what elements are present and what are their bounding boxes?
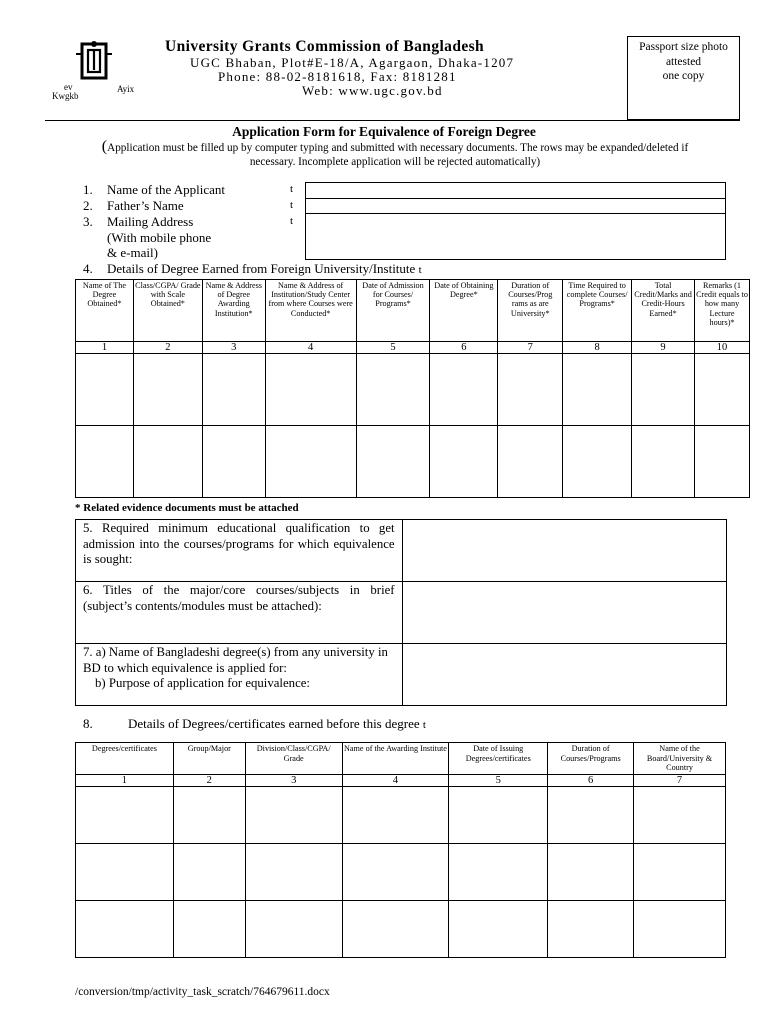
table-cell[interactable] [632,426,695,498]
column-number: 10 [695,342,750,354]
section-8-label [83,716,426,734]
question-7a: 7. a) Name of Bangladeshi degree(s) from any university in BD to which equivalence is applied for: [83,645,388,675]
table-cell[interactable] [563,354,632,426]
table-header-cell: Name of The Degree Obtained* [76,280,134,342]
org-address: UGC Bhaban, Plot#E-18/A, Agargaon, Dhaka-1207 [190,55,515,70]
field-label-text: Mailing Address [107,214,194,229]
column-number: 1 [76,775,174,787]
table-cell[interactable] [173,787,245,844]
table-cell[interactable] [498,354,563,426]
column-number: 8 [563,342,632,354]
org-name: University Grants Commission of Bangladesh [165,38,485,55]
question-cell: 6. Titles of the major/core courses/subjects in brief (subject’s contents/modules must be attached): [76,582,403,644]
column-number: 5 [449,775,548,787]
table-row [76,787,726,844]
org-web: Web: www.ugc.gov.bd [302,83,443,98]
field-number: 8. [83,716,93,731]
table-cell[interactable] [430,354,498,426]
note-text: Application must be filled up by computer typing and submitted with necessary documents. The rows may be expanded/deleted if necessary. Incomplete application will be rejected automatically) [107,142,689,168]
column-number: 1 [76,342,134,354]
table-header-cell: Group/Major [173,743,245,775]
table-header-row [76,743,726,775]
table-row [76,354,750,426]
column-number: 4 [265,342,356,354]
table-cell[interactable] [634,901,726,958]
table-cell[interactable] [265,354,356,426]
table-row [76,426,750,498]
table-header-cell: Name & Address of Institution/Study Center from where Courses were Conducted* [265,280,356,342]
table-cell[interactable] [202,426,265,498]
form-title: Application Form for Equivalence of Foreign Degree [232,124,536,139]
photo-box-line-2: attested [665,55,702,68]
applicant-name-field[interactable] [305,182,726,199]
table-cell[interactable] [563,426,632,498]
column-number: 6 [548,775,634,787]
field-number: 1. [83,182,93,197]
table-cell[interactable] [76,844,174,901]
question-7b: b) Purpose of application for equivalence: [95,676,310,690]
form-instructions [95,140,695,169]
table-header-cell: Duration of Courses/Programs [548,743,634,775]
table-cell[interactable] [342,787,449,844]
column-number: 7 [498,342,563,354]
table-header-cell: Date of Admission for Courses/ Programs* [356,280,430,342]
field-label-text: Details of Degrees/certificates earned before this degree [128,716,420,731]
table-cell[interactable] [449,901,548,958]
column-number: 3 [202,342,265,354]
table-row [76,644,727,706]
question-cell [76,644,403,706]
table-row [76,520,727,582]
table-header-cell: Date of Issuing Degrees/certificates [449,743,548,775]
mailing-address-field[interactable] [305,213,726,260]
foreign-degree-table [75,279,750,498]
table-number-row [76,342,750,354]
table-header-cell: Degrees/certificates [76,743,174,775]
table-cell[interactable] [498,426,563,498]
table-cell[interactable] [76,787,174,844]
column-number: 3 [245,775,342,787]
field-number: 2. [83,198,93,213]
table-header-row [76,280,750,342]
field-mailing-address-label [83,214,193,230]
table-cell[interactable] [548,787,634,844]
table-cell[interactable] [634,844,726,901]
table-cell[interactable] [133,354,202,426]
table-cell[interactable] [695,426,750,498]
field-label-text: Details of Degree Earned from Foreign University/Institute [107,261,416,276]
field-mailing-sub-2: & e-mail) [107,245,158,260]
table-row [76,844,726,901]
table-header-cell: Date of Obtaining Degree* [430,280,498,342]
answer-cell[interactable] [402,582,726,644]
table-header-cell: Name of the Awarding Institute [342,743,449,775]
photo-box-line-3: one copy [662,70,705,82]
answer-cell[interactable] [402,644,726,706]
t-mark: t [290,183,294,195]
field-number: 4. [83,261,93,276]
answer-cell[interactable] [402,520,726,582]
table-cell[interactable] [76,354,134,426]
table-row [76,901,726,958]
table-cell[interactable] [342,844,449,901]
t-mark: t [422,719,426,731]
org-phone: Phone: 88-02-8181618, Fax: 8181281 [218,69,457,84]
previous-degrees-table [75,742,726,958]
table-cell[interactable] [449,787,548,844]
table-header-cell: Name of the Board/University & Country [634,743,726,775]
column-number: 2 [133,342,202,354]
table-cell[interactable] [202,354,265,426]
evidence-note: * Related evidence documents must be attached [75,502,299,514]
field-applicant-name-label [83,182,225,198]
field-degree-details-label [83,261,422,279]
t-mark: t [290,199,294,211]
table-cell[interactable] [356,354,430,426]
table-cell[interactable] [133,426,202,498]
table-cell[interactable] [265,426,356,498]
table-cell[interactable] [342,901,449,958]
table-cell[interactable] [634,787,726,844]
table-cell[interactable] [548,844,634,901]
logo-caption-right: Ayix [117,84,135,94]
field-mailing-sub-1: (With mobile phone [107,230,212,245]
father-name-field[interactable] [305,198,726,214]
t-mark: t [290,215,294,227]
table-header-cell: Remarks (1 Credit equals to how many Lecture hours)* [695,280,750,342]
header-divider [45,120,740,121]
table-header-cell: Total Credit/Marks and Credit-Hours Earned* [632,280,695,342]
passport-photo-box [627,36,740,120]
table-cell[interactable] [695,354,750,426]
table-cell[interactable] [173,901,245,958]
photo-box-line-1: Passport size photo [639,41,728,53]
t-mark: t [418,264,422,276]
column-number: 9 [632,342,695,354]
field-father-name-label [83,198,184,214]
field-label-text: Name of the Applicant [107,182,226,197]
table-cell[interactable] [245,844,342,901]
table-cell[interactable] [356,426,430,498]
table-cell[interactable] [76,426,134,498]
logo-caption-left: ev [64,82,73,92]
table-cell[interactable] [430,426,498,498]
table-cell[interactable] [245,787,342,844]
table-number-row [76,775,726,787]
column-number: 6 [430,342,498,354]
table-header-cell: Duration of Courses/Prog rams as are University* [498,280,563,342]
table-row [76,582,727,644]
field-label-text: Father’s Name [107,198,184,213]
table-header-cell: Name & Address of Degree Awarding Institution* [202,280,265,342]
table-cell[interactable] [76,901,174,958]
column-number: 7 [634,775,726,787]
logo-caption-left-2: Kwgkb [52,91,79,101]
table-cell[interactable] [632,354,695,426]
table-header-cell: Division/Class/CGPA/ Grade [245,743,342,775]
note-paren: ( [101,138,108,155]
table-cell[interactable] [245,901,342,958]
column-number: 4 [342,775,449,787]
table-cell[interactable] [173,844,245,901]
table-header-cell: Time Required to complete Courses/ Programs* [563,280,632,342]
column-number: 5 [356,342,430,354]
question-cell: 5. Required minimum educational qualification to get admission into the courses/programs for which equivalence is sought: [76,520,403,582]
table-cell[interactable] [548,901,634,958]
file-path-footer: /conversion/tmp/activity_task_scratch/764679611.docx [75,986,330,998]
table-cell[interactable] [449,844,548,901]
qualification-table [75,519,727,706]
field-number: 3. [83,214,93,229]
column-number: 2 [173,775,245,787]
table-header-cell: Class/CGPA/ Grade with Scale Obtained* [133,280,202,342]
